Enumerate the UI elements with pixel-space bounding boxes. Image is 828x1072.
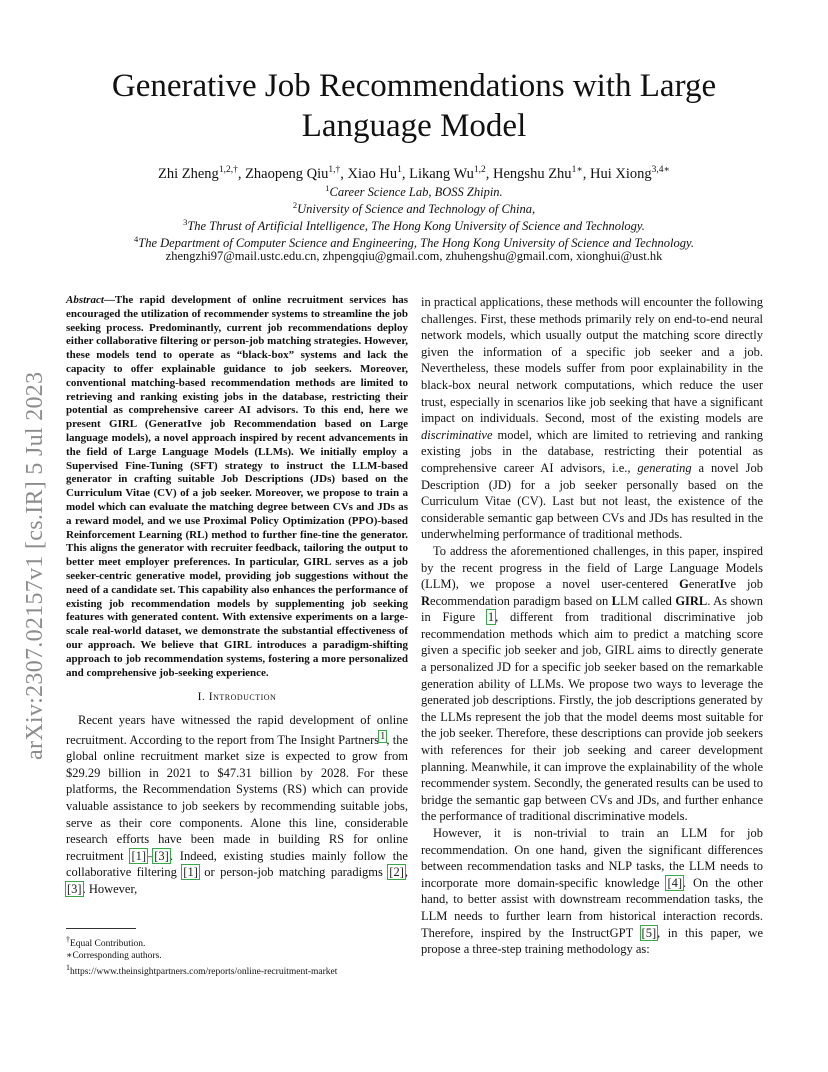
- body-text: However, it is non-trivial to train an LLM for job recommendation. On one hand, given the significant differences between recommendation tasks and NLP tasks, the LLM needs to incorporate more domain-specific knowledge: [421, 826, 763, 890]
- right-column: [421, 294, 763, 958]
- footnote-text: Equal Contribution.: [69, 939, 146, 950]
- body-text: model, which are limited to retrieving and ranking existing jobs in the database, restricting their potential as comprehensive career AI advisors, i.e.,: [421, 427, 763, 475]
- left-column: [66, 294, 408, 898]
- author-name: Zhi Zheng: [158, 165, 219, 182]
- intro-paragraph-continued: [421, 294, 763, 543]
- body-text: Recent years have witnessed the rapid development of online recruitment. According to the report from The Insight Partners: [66, 712, 408, 747]
- citation-link[interactable]: [4]: [667, 875, 683, 890]
- footnote-link[interactable]: 1: [380, 730, 386, 742]
- footnotes: [66, 934, 408, 978]
- affiliation-marker: 4: [134, 234, 139, 244]
- abstract: [66, 294, 408, 680]
- abstract-text: —The rapid development of online recruitment services has encouraged the utilization of recommender systems to streamline the job seeking process. Predominantly, current job recommendations deploy either collaborative filtering or person-job matching strategies. However, these models tend to operate as “black-box” systems and lack the capacity to offer explainable guidance to job seekers. Moreover, conventional matching-based recommendation methods are limited to retrieving and ranking existing jobs in the database, restricting their potential as comprehensive career AI advisors. To this end, here we present GIRL (GeneratIve job Recommendation based on Large language models), a novel approach inspired by recent advancements in the field of Large Language Models (LLMs). We initially employ a Supervised Fine-Tuning (SFT) strategy to instruct the LLM-based generator in crafting suitable Job Descriptions (JDs) based on the Curriculum Vitae (CV) of a job seeker. Moreover, we propose to train a model which can evaluate the matching degree between CVs and JDs as a reward model, and we use Proximal Policy Optimization (PPO)-based Reinforcement Learning (RL) method to further fine-tine the generator. This aligns the generator with recruiter feedback, tailoring the output to better meet employer preferences. In particular, GIRL serves as a job seeker-centric generative model, providing job suggestions without the need of a candidate set. This capability also enhances the performance of existing job recommendation models by supplementing job seeking features with generated content. With extensive experiments on a large-scale real-world dataset, we demonstrate the substantial effectiveness of our approach. We believe that GIRL introduces a paradigm-shifting approach to job recommendation systems, fostering a more personalized and comprehensive job-seeking experience.: [66, 294, 408, 679]
- footnote-corresponding: [66, 950, 408, 962]
- affiliation-marker: 3: [183, 217, 188, 227]
- body-text: , the global online recruitment market size is expected to grow from $29.29 billion in 2021 to $47.31 billion by 2028. For these platforms, the Recommendation Systems (RS) which can provide valuable assistance to job seekers by recommending suitable jobs, serve as their core components. Alone this line, considerable research efforts have been made in building RS for online recruitment: [66, 732, 408, 863]
- title-line-2: Language Model: [301, 108, 527, 144]
- author-affil-marker: 1,2,†: [218, 165, 238, 175]
- author-emails: zhengzhi97@mail.ustc.edu.cn, zhpengqiu@gmail.com, zhuhengshu@gmail.com, xionghui@ust.hk: [165, 249, 663, 263]
- author-name: Hui Xiong: [590, 165, 652, 182]
- affiliation-marker: 2: [292, 200, 298, 210]
- body-text: in practical applications, these methods will encounter the following challenges. First, these methods primarily rely on end-to-end neural network models, which usually output the matching score directly given the information of a specific job seeker and a job. Nevertheless, these models suffer from poor explainability in the black-box neural network computations, which reduce the user trust, especially in scenarios like job seeking that have a significant impact on individuals. Second, most of the existing models are: [421, 295, 763, 426]
- author-name: Hengshu Zhu: [493, 165, 572, 182]
- figure-link[interactable]: 1: [487, 610, 495, 625]
- footnote-text: Corresponding authors.: [72, 951, 162, 962]
- affiliation-text: Career Science Lab, BOSS Zhipin.: [329, 185, 503, 200]
- body-text: . On the other hand, to better assist with downstream recommendation tasks, the LLM needs to further learn from historical interaction records. Therefore, inspired by the InstructGPT: [421, 875, 763, 940]
- acronym-letter: L: [611, 593, 620, 608]
- affiliation-text: The Department of Computer Science and Engineering, The Hong Kong University of Science and Technology.: [138, 236, 694, 251]
- citation-link[interactable]: [3]: [67, 882, 82, 896]
- body-text: ,: [404, 865, 408, 880]
- affiliation-text: University of Science and Technology of China,: [297, 202, 536, 217]
- citation-link[interactable]: [3]: [154, 848, 169, 863]
- footnote-marker: ∗: [66, 951, 73, 962]
- acronym-letter: G: [679, 577, 689, 592]
- emphasis-text: discriminative: [421, 427, 493, 442]
- body-text: . As shown in Figure: [421, 593, 764, 625]
- body-text: enerat: [688, 577, 720, 592]
- model-name: GIRL: [675, 593, 708, 608]
- citation-link[interactable]: [2]: [389, 865, 404, 880]
- author-affil-marker: 1∗: [571, 165, 583, 175]
- author-affil-marker: 1,2: [473, 165, 486, 175]
- footnote-url-text[interactable]: https://www.theinsightpartners.com/reports/online-recruitment-market: [69, 967, 338, 978]
- body-text: To address the aforementioned challenges, in this paper, inspired by the recent progress in the field of Large Language Models (LLM), we propose a novel user-centered: [421, 543, 763, 592]
- intro-paragraph-1: [66, 712, 408, 898]
- author-affil-marker: 1: [397, 165, 402, 175]
- emphasis-text: generating: [637, 460, 692, 475]
- author-name: Zhaopeng Qiu: [245, 165, 329, 182]
- abstract-label: Abstract: [66, 294, 104, 306]
- body-text: . Indeed, existing studies mainly follow the collaborative filtering: [66, 848, 408, 880]
- body-text: a novel Job Description (JD) for a job seeker personally based on the Curriculum Vitae (CV). Last but not least, the existence of the considerable semantic gap between CVs and JDs has resulted in the underwhelming performance of traditional methods.: [421, 460, 764, 542]
- acronym-letter: R: [421, 593, 431, 608]
- arxiv-identifier: arXiv:2307.02157v1 [cs.IR] 5 Jul 2023: [22, 371, 48, 760]
- body-text: LM called: [619, 593, 676, 608]
- body-text: , different from traditional discriminative job recommendation methods which aim to predict a matching score given a specific job seeker and job, GIRL aims to directly generate a personalized JD for a specific job seeker based on the remarkable generation ability of LLMs. We propose two ways to leverage the generated job descriptions. Firstly, the job descriptions generated by the LLMs represent the job that the model deems most suitable for the job seeker. Therefore, these descriptions can provide job seekers with references for their job seeking and career development planning. Meanwhile, it can improve the explainability of the whole recommender system. Secondly, the generated results can be used to bridge the semantic gap between CVs and JDs, and further enhance the performance of traditional discriminative models.: [421, 610, 763, 824]
- intro-paragraph-2: [421, 543, 763, 825]
- intro-paragraph-3: [421, 825, 763, 958]
- footnote-divider: [66, 928, 136, 929]
- body-text: –: [147, 848, 154, 863]
- citation-link[interactable]: [5]: [641, 925, 657, 940]
- footnote-equal-contribution: [66, 934, 408, 950]
- body-text: or person-job matching paradigms: [198, 865, 389, 880]
- footnote-marker: 1: [66, 963, 70, 973]
- author-name: Likang Wu: [409, 165, 474, 182]
- author-list: Zhi Zheng$^{1,2,\dagger}$, Zhaopeng Qiu$^{1,\dagger}$, Xiao Hu$^1$, Likang Wu$^{1,2}$, Hengshu Zhu$^{1∗}$, Hui Xiong$^{3,4∗}$: [158, 165, 670, 182]
- body-text: ecommendation paradigm based on: [430, 593, 612, 608]
- author-affil-marker: 3,4∗: [651, 165, 670, 175]
- acronym-letter: I: [719, 577, 725, 592]
- citation-link[interactable]: [1]: [131, 848, 147, 863]
- title-line-1: Generative Job Recommendations with Large: [111, 68, 717, 104]
- paper-title: [60, 66, 768, 146]
- footnote-marker: †: [66, 935, 70, 944]
- author-affil-marker: 1,†: [328, 165, 341, 175]
- body-text: ve job: [724, 577, 763, 592]
- affiliation-marker: 1: [325, 183, 330, 193]
- body-text: , in this paper, we propose a three-step training methodology as:: [421, 925, 763, 957]
- footnote-url: [66, 962, 408, 978]
- citation-link[interactable]: [1]: [183, 865, 198, 880]
- affiliation-text: The Thrust of Artificial Intelligence, The Hong Kong University of Science and Technology.: [187, 219, 645, 234]
- section-heading-introduction: I. Introduction: [197, 691, 277, 704]
- body-text: . However,: [82, 882, 138, 896]
- author-name: Xiao Hu: [347, 165, 398, 182]
